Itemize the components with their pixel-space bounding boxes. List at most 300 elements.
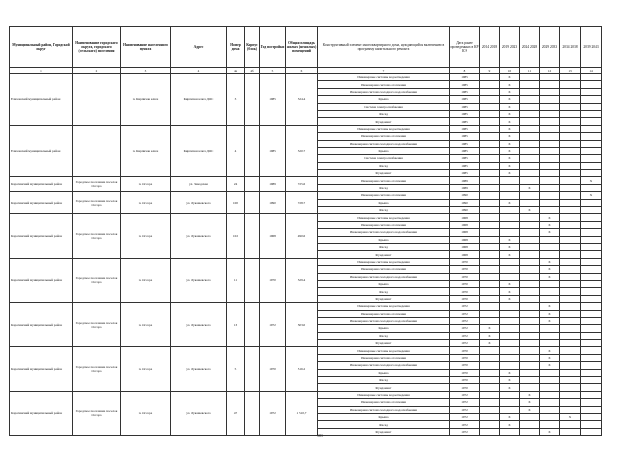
cell-year: 1970 xyxy=(260,347,286,391)
cell-period-mark xyxy=(581,96,602,103)
cell-period-mark xyxy=(540,81,560,88)
cell-address: Кирпичан ключ ДОС xyxy=(171,125,227,177)
cell-prior-date: 1985 xyxy=(450,140,480,147)
cell-prior-date: 1970 xyxy=(450,377,480,384)
cell-period-mark xyxy=(480,103,500,110)
column-number: 9 xyxy=(480,68,500,74)
column-number: 8 xyxy=(450,68,480,74)
cell-period-mark xyxy=(480,177,500,184)
cell-period-mark xyxy=(581,140,602,147)
header-period-2019: 2019 2023 xyxy=(500,27,520,68)
cell-period-mark: X xyxy=(500,251,520,258)
cell-period-mark xyxy=(480,273,500,280)
cell-element: Инженерная система холодного водоснабжения xyxy=(318,406,450,413)
column-number: 13 xyxy=(560,68,581,74)
cell-period-mark: X xyxy=(500,147,520,154)
cell-period-mark xyxy=(500,399,520,406)
cell-period-mark xyxy=(540,207,560,214)
cell-prior-date: 1990 xyxy=(450,192,480,199)
cell-period-mark xyxy=(520,199,540,206)
cell-district: Карагинский муниципальный район xyxy=(10,177,73,192)
cell-locality: п. Оссора xyxy=(121,192,171,214)
cell-period-mark: X xyxy=(500,74,520,81)
cell-period-mark xyxy=(581,273,602,280)
cell-prior-date: 1972 xyxy=(450,406,480,413)
header-period-2024: 2024 2028 xyxy=(520,27,540,68)
cell-locality: п. Оссора xyxy=(121,214,171,258)
cell-period-mark xyxy=(520,236,540,243)
cell-period-mark xyxy=(520,273,540,280)
cell-locality: п. Оссора xyxy=(121,303,171,347)
cell-period-mark xyxy=(540,192,560,199)
cell-period-mark xyxy=(500,406,520,413)
cell-period-mark xyxy=(500,347,520,354)
cell-prior-date: 1985 xyxy=(450,162,480,169)
cell-period-mark xyxy=(581,399,602,406)
cell-district: Елизовский муниципальный район xyxy=(10,125,73,177)
cell-period-mark xyxy=(581,207,602,214)
header-locality: Наименование населенного пункта xyxy=(121,27,171,68)
cell-period-mark xyxy=(500,177,520,184)
cell-element: Инженерные системы водоотведения xyxy=(318,125,450,132)
cell-prior-date: 1972 xyxy=(450,428,480,435)
cell-prior-date: 1985 xyxy=(450,118,480,125)
cell-prior-date: 1985 xyxy=(450,125,480,132)
cell-element: Инженерные системы водоотведения xyxy=(318,74,450,81)
cell-element: Фундамент xyxy=(318,170,450,177)
cell-period-mark: X xyxy=(540,303,560,310)
header-year: Год постройки xyxy=(260,27,286,68)
cell-period-mark xyxy=(581,369,602,376)
cell-period-mark xyxy=(560,399,581,406)
cell-period-mark xyxy=(581,325,602,332)
cell-period-mark xyxy=(540,96,560,103)
cell-period-mark xyxy=(560,162,581,169)
cell-period-mark xyxy=(480,110,500,117)
cell-prior-date: 1970 xyxy=(450,258,480,265)
cell-period-mark: X xyxy=(500,199,520,206)
cell-prior-date: 1972 xyxy=(450,399,480,406)
cell-area: 490.6 xyxy=(286,214,318,258)
cell-element: Инженерная система отопления xyxy=(318,266,450,273)
cell-period-mark xyxy=(560,74,581,81)
cell-house: 13 xyxy=(227,303,245,347)
cell-period-mark xyxy=(520,288,540,295)
cell-period-mark xyxy=(480,162,500,169)
cell-settlement: Городское поселение поселок Оссора xyxy=(73,192,121,214)
cell-district: Карагинский муниципальный район xyxy=(10,391,73,435)
cell-period-mark: X xyxy=(540,266,560,273)
cell-period-mark xyxy=(540,74,560,81)
cell-period-mark xyxy=(540,103,560,110)
cell-prior-date: 1968 xyxy=(450,229,480,236)
cell-period-mark xyxy=(480,295,500,302)
cell-period-mark xyxy=(581,221,602,228)
cell-prior-date: 1970 xyxy=(450,369,480,376)
cell-period-mark xyxy=(560,325,581,332)
cell-period-mark xyxy=(520,421,540,428)
cell-year: 1989 xyxy=(260,177,286,192)
cell-block xyxy=(245,192,260,214)
cell-area: 529.4 xyxy=(286,258,318,302)
cell-area: 725.6 xyxy=(286,177,318,192)
cell-period-mark xyxy=(540,88,560,95)
cell-prior-date: 1970 xyxy=(450,354,480,361)
cell-period-mark xyxy=(540,295,560,302)
cell-period-mark xyxy=(581,280,602,287)
cell-prior-date: 1968 xyxy=(450,214,480,221)
cell-period-mark xyxy=(560,251,581,258)
cell-period-mark xyxy=(581,133,602,140)
cell-period-mark xyxy=(500,362,520,369)
cell-period-mark xyxy=(560,133,581,140)
cell-period-mark xyxy=(480,96,500,103)
cell-period-mark xyxy=(540,340,560,347)
cell-locality: п. Оссора xyxy=(121,391,171,435)
cell-period-mark xyxy=(480,199,500,206)
cell-address: ул. Лукашевского xyxy=(171,258,227,302)
cell-period-mark xyxy=(581,214,602,221)
cell-element: Инженерные системы водоотведения xyxy=(318,391,450,398)
cell-period-mark xyxy=(560,236,581,243)
cell-period-mark xyxy=(560,332,581,339)
cell-period-mark xyxy=(520,325,540,332)
cell-locality: п. Кирпичан ключ xyxy=(121,125,171,177)
cell-period-mark xyxy=(540,391,560,398)
cell-period-mark: X xyxy=(500,170,520,177)
cell-period-mark: X xyxy=(540,354,560,361)
cell-period-mark xyxy=(520,133,540,140)
cell-element: Фундамент xyxy=(318,118,450,125)
cell-period-mark xyxy=(560,280,581,287)
cell-element: Система электроснабжения xyxy=(318,155,450,162)
cell-period-mark xyxy=(540,377,560,384)
cell-address: ул. Заводская xyxy=(171,177,227,192)
cell-element: Инженерные системы водоотведения xyxy=(318,303,450,310)
cell-period-mark xyxy=(480,221,500,228)
cell-prior-date: 1972 xyxy=(450,303,480,310)
cell-period-mark: X xyxy=(540,310,560,317)
cell-settlement: Городское поселение поселок Оссора xyxy=(73,258,121,302)
cell-period-mark xyxy=(560,192,581,199)
cell-period-mark xyxy=(540,162,560,169)
cell-period-mark: X xyxy=(500,295,520,302)
cell-period-mark xyxy=(560,406,581,413)
table-row xyxy=(10,347,602,354)
cell-period-mark xyxy=(500,273,520,280)
column-number: 2 xyxy=(73,68,121,74)
cell-period-mark xyxy=(480,140,500,147)
cell-period-mark: X xyxy=(500,236,520,243)
cell-period-mark xyxy=(560,155,581,162)
cell-period-mark xyxy=(540,133,560,140)
cell-house: 3 xyxy=(227,74,245,126)
cell-period-mark xyxy=(520,74,540,81)
cell-prior-date: 1970 xyxy=(450,280,480,287)
page-number: 101 xyxy=(317,433,323,438)
header-period-2029: 2029 2033 xyxy=(540,27,560,68)
cell-address: ул. Лукашевского xyxy=(171,391,227,435)
cell-area: 1 510,7 xyxy=(286,391,318,435)
cell-period-mark xyxy=(540,332,560,339)
cell-period-mark xyxy=(520,81,540,88)
cell-year: 1985 xyxy=(260,125,286,177)
cell-settlement: Городское поселение поселок Оссора xyxy=(73,214,121,258)
cell-prior-date: 1970 xyxy=(450,295,480,302)
cell-period-mark xyxy=(520,177,540,184)
cell-period-mark: X xyxy=(500,103,520,110)
cell-element: Крыша xyxy=(318,147,450,154)
cell-district: Карагинский муниципальный район xyxy=(10,258,73,302)
cell-address: ул. Лукашевского xyxy=(171,347,227,391)
cell-period-mark: X xyxy=(540,229,560,236)
cell-period-mark xyxy=(520,229,540,236)
cell-district: Елизовский муниципальный район xyxy=(10,74,73,126)
cell-period-mark xyxy=(560,273,581,280)
cell-period-mark xyxy=(540,110,560,117)
header-prior-date: Дата ранее проведенных в КР КЭ xyxy=(450,27,480,68)
cell-block xyxy=(245,347,260,391)
cell-period-mark xyxy=(560,377,581,384)
cell-district: Карагинский муниципальный район xyxy=(10,303,73,347)
table-row xyxy=(10,177,602,184)
cell-element: Фасад xyxy=(318,421,450,428)
cell-period-mark: X xyxy=(500,384,520,391)
cell-period-mark xyxy=(540,147,560,154)
cell-period-mark xyxy=(480,288,500,295)
cell-period-mark xyxy=(480,207,500,214)
column-number: 1 xyxy=(10,68,73,74)
table-row xyxy=(10,391,602,398)
cell-period-mark: X xyxy=(480,340,500,347)
cell-prior-date: 1968 xyxy=(450,236,480,243)
cell-period-mark xyxy=(540,325,560,332)
cell-period-mark xyxy=(581,384,602,391)
cell-period-mark xyxy=(520,147,540,154)
cell-period-mark: X xyxy=(520,207,540,214)
cell-period-mark: X xyxy=(540,273,560,280)
cell-period-mark xyxy=(520,310,540,317)
cell-element: Фасад xyxy=(318,332,450,339)
cell-area: 503.0 xyxy=(286,303,318,347)
cell-period-mark: X xyxy=(500,133,520,140)
cell-period-mark xyxy=(480,74,500,81)
cell-period-mark xyxy=(520,125,540,132)
cell-period-mark xyxy=(560,310,581,317)
cell-period-mark xyxy=(581,243,602,250)
cell-period-mark xyxy=(540,236,560,243)
cell-prior-date: 1972 xyxy=(450,413,480,420)
cell-period-mark xyxy=(480,214,500,221)
cell-prior-date: 1985 xyxy=(450,81,480,88)
header-address: Адрес xyxy=(171,27,227,68)
cell-prior-date: 1972 xyxy=(450,332,480,339)
cell-year: 1972 xyxy=(260,303,286,347)
cell-period-mark xyxy=(480,347,500,354)
cell-period-mark xyxy=(540,280,560,287)
cell-period-mark xyxy=(480,391,500,398)
column-number: 11 xyxy=(520,68,540,74)
cell-element: Фасад xyxy=(318,288,450,295)
cell-period-mark xyxy=(500,303,520,310)
cell-period-mark: X xyxy=(540,214,560,221)
cell-element: Крыша xyxy=(318,369,450,376)
cell-period-mark: X xyxy=(540,428,560,435)
table-row xyxy=(10,303,602,310)
cell-block xyxy=(245,125,260,177)
cell-element: Система электроснабжения xyxy=(318,103,450,110)
cell-period-mark xyxy=(480,133,500,140)
cell-period-mark xyxy=(500,229,520,236)
cell-period-mark xyxy=(560,177,581,184)
cell-element: Крыша xyxy=(318,280,450,287)
cell-element: Фасад xyxy=(318,207,450,214)
cell-period-mark xyxy=(500,310,520,317)
header-house: Номер дома xyxy=(227,27,245,68)
cell-locality: п. Оссора xyxy=(121,258,171,302)
cell-address: ул. Лукашевского xyxy=(171,303,227,347)
cell-period-mark xyxy=(540,118,560,125)
cell-prior-date: 1972 xyxy=(450,391,480,398)
cell-period-mark xyxy=(540,399,560,406)
cell-block xyxy=(245,74,260,126)
cell-prior-date: 1985 xyxy=(450,147,480,154)
header-period-2039: 2039 2043 xyxy=(581,27,602,68)
cell-prior-date: 1985 xyxy=(450,96,480,103)
cell-element: Фасад xyxy=(318,162,450,169)
cell-period-mark: X xyxy=(520,184,540,191)
cell-period-mark xyxy=(480,258,500,265)
cell-period-mark xyxy=(480,421,500,428)
column-number: 10 xyxy=(500,68,520,74)
cell-block xyxy=(245,214,260,258)
cell-element: Инженерная система отопления xyxy=(318,177,450,184)
cell-period-mark xyxy=(520,303,540,310)
cell-period-mark xyxy=(560,384,581,391)
cell-period-mark xyxy=(540,288,560,295)
cell-period-mark xyxy=(480,303,500,310)
cell-element: Крыша xyxy=(318,96,450,103)
column-number: 7 xyxy=(318,68,450,74)
cell-period-mark xyxy=(480,192,500,199)
cell-period-mark xyxy=(560,140,581,147)
cell-element: Инженерная система холодного водоснабжения xyxy=(318,362,450,369)
cell-element: Крыша xyxy=(318,413,450,420)
cell-locality: п. Кирпичан ключ xyxy=(121,74,171,126)
cell-period-mark xyxy=(540,199,560,206)
cell-area: 516.2 xyxy=(286,347,318,391)
cell-element: Инженерная система отопления xyxy=(318,81,450,88)
cell-period-mark xyxy=(560,125,581,132)
cell-element: Инженерная система холодного водоснабжения xyxy=(318,273,450,280)
cell-period-mark: X xyxy=(520,406,540,413)
cell-element: Фасад xyxy=(318,184,450,191)
cell-period-mark xyxy=(560,347,581,354)
cell-prior-date: 1972 xyxy=(450,317,480,324)
cell-period-mark xyxy=(520,295,540,302)
cell-period-mark xyxy=(581,184,602,191)
cell-period-mark xyxy=(581,295,602,302)
cell-period-mark xyxy=(520,347,540,354)
cell-element: Фасад xyxy=(318,110,450,117)
cell-period-mark xyxy=(560,317,581,324)
cell-period-mark: X xyxy=(480,325,500,332)
cell-element: Инженерная система отопления xyxy=(318,192,450,199)
cell-period-mark xyxy=(520,369,540,376)
cell-period-mark xyxy=(500,391,520,398)
cell-period-mark xyxy=(560,229,581,236)
cell-block xyxy=(245,391,260,435)
cell-period-mark xyxy=(480,170,500,177)
cell-period-mark xyxy=(581,288,602,295)
cell-prior-date: 1985 xyxy=(450,170,480,177)
cell-period-mark xyxy=(581,236,602,243)
cell-area: 524.4 xyxy=(286,74,318,126)
cell-period-mark xyxy=(480,236,500,243)
cell-period-mark: X xyxy=(540,317,560,324)
cell-year: 1990 xyxy=(260,192,286,214)
cell-element: Крыша xyxy=(318,325,450,332)
cell-period-mark xyxy=(480,384,500,391)
header-block: Корпус (блок) xyxy=(245,27,260,68)
cell-year: 1972 xyxy=(260,391,286,435)
cell-period-mark xyxy=(581,251,602,258)
cell-element: Фундамент xyxy=(318,428,450,435)
cell-settlement xyxy=(73,74,121,126)
capital-repair-table-sheet xyxy=(9,26,601,436)
cell-period-mark: X xyxy=(500,243,520,250)
cell-period-mark xyxy=(560,96,581,103)
cell-period-mark xyxy=(581,340,602,347)
cell-period-mark xyxy=(480,251,500,258)
cell-period-mark xyxy=(520,96,540,103)
cell-element: Фундамент xyxy=(318,251,450,258)
cell-settlement: Городское поселение поселок Оссора xyxy=(73,303,121,347)
cell-period-mark xyxy=(480,88,500,95)
cell-prior-date: 1970 xyxy=(450,266,480,273)
cell-period-mark: X xyxy=(500,162,520,169)
cell-period-mark xyxy=(581,88,602,95)
cell-period-mark xyxy=(581,81,602,88)
cell-address: ул. Лукашевского xyxy=(171,214,227,258)
cell-period-mark xyxy=(520,103,540,110)
cell-element: Инженерная система отопления xyxy=(318,221,450,228)
cell-period-mark xyxy=(480,399,500,406)
cell-period-mark xyxy=(581,258,602,265)
cell-prior-date: 1972 xyxy=(450,310,480,317)
cell-element: Инженерная система отопления xyxy=(318,133,450,140)
header-period-2014: 2014 2018 xyxy=(480,27,500,68)
cell-prior-date: 1985 xyxy=(450,110,480,117)
cell-period-mark: X xyxy=(500,421,520,428)
cell-period-mark xyxy=(500,192,520,199)
cell-prior-date: 1970 xyxy=(450,288,480,295)
cell-period-mark xyxy=(581,170,602,177)
cell-period-mark xyxy=(560,170,581,177)
cell-prior-date: 1970 xyxy=(450,273,480,280)
cell-period-mark xyxy=(560,184,581,191)
cell-period-mark xyxy=(520,110,540,117)
cell-prior-date: 1968 xyxy=(450,221,480,228)
cell-period-mark xyxy=(500,317,520,324)
cell-period-mark xyxy=(581,199,602,206)
cell-period-mark xyxy=(480,369,500,376)
cell-district: Карагинский муниципальный район xyxy=(10,347,73,391)
column-number: 4б xyxy=(245,68,260,74)
cell-period-mark: X xyxy=(480,332,500,339)
cell-prior-date: 1972 xyxy=(450,325,480,332)
cell-period-mark xyxy=(520,155,540,162)
